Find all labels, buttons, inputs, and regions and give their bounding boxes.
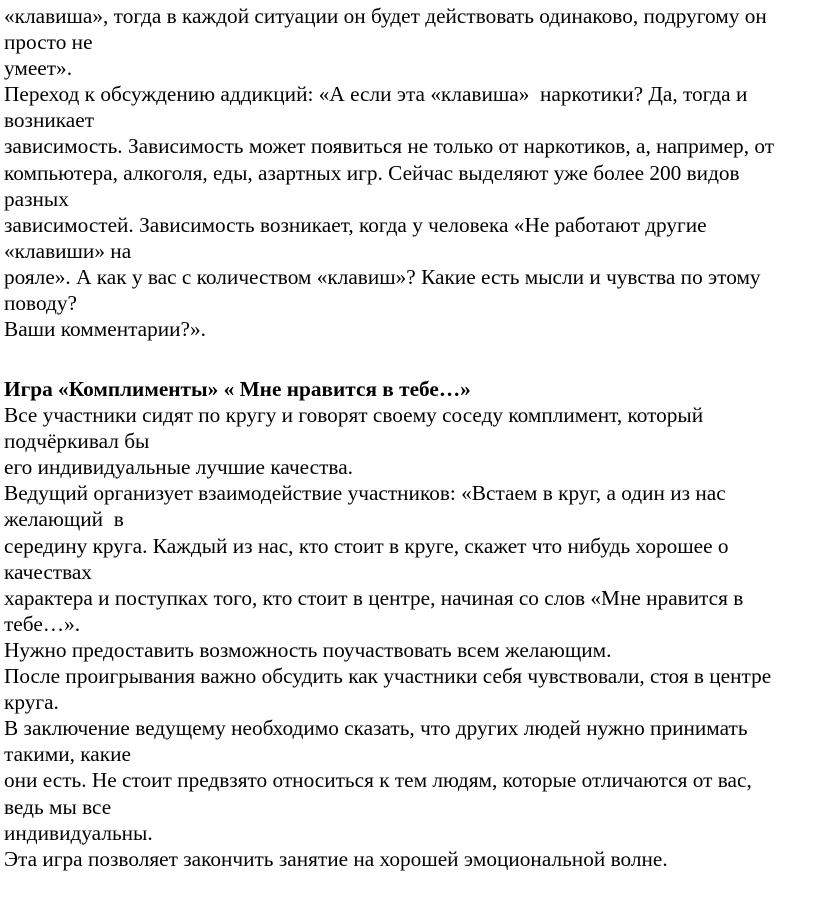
text-line: В заключение ведущему необходимо сказать, что других людей нужно принимать xyxy=(4,716,748,741)
text-line: середину круга. Каждый из нас, кто стоит в круге, скажет что нибудь хорошее о xyxy=(4,533,729,558)
text-line: его индивидуальные лучшие качества. xyxy=(4,455,353,480)
intro-section xyxy=(4,3,774,342)
text-line: возникает xyxy=(4,108,95,133)
text-line: «клавиша», тогда в каждой ситуации он будет действовать одинаково, подругому он xyxy=(4,4,767,28)
text-line: разных xyxy=(4,186,69,211)
text-line: компьютера, алкоголя, еды, азартных игр. Сейчас выделяют уже более 200 видов xyxy=(4,160,740,185)
text-line: просто не xyxy=(4,30,93,55)
text-line: зависимость. Зависимость может появиться не только от наркотиков, а, например, от xyxy=(4,134,775,159)
text-line: подчёркивал бы xyxy=(4,429,150,454)
text-line: качествах xyxy=(4,559,92,584)
text-line: поводу? xyxy=(4,291,77,316)
text-line: они есть. Не стоит предвзято относиться к тем людям, которые отличаются от вас, xyxy=(4,768,752,793)
text-line: зависимостей. Зависимость возникает, когда у человека «Не работают другие xyxy=(4,212,707,237)
text-line: Ваши комментарии?». xyxy=(4,317,206,342)
text-line: характера и поступках того, кто стоит в центре, начиная со слов «Мне нравится в xyxy=(4,585,744,610)
text-line: желающий в xyxy=(4,507,124,532)
text-line: Все участники сидят по кругу и говорят своему соседу комплимент, который xyxy=(4,403,704,428)
game-title: Игра «Комплименты» « Мне нравится в тебе…» xyxy=(4,377,471,401)
text-line: Переход к обсуждению аддикций: «А если эта «клавиша» наркотики? Да, тогда и xyxy=(4,82,748,107)
text-line: Нужно предоставить возможность поучаствовать всем желающим. xyxy=(4,637,612,662)
text-line: Ведущий организует взаимодействие участников: «Встаем в круг, а один из нас xyxy=(4,481,726,506)
text-line: Эта игра позволяет закончить занятие на хорошей эмоциональной волне. xyxy=(4,846,668,871)
text-line: круга. xyxy=(4,690,59,715)
game-section xyxy=(4,376,771,872)
text-line: После проигрывания важно обсудить как участники себя чувствовали, стоя в центре xyxy=(4,664,772,689)
text-line: рояле». А как у вас с количеством «клавиш»? Какие есть мысли и чувства по этому xyxy=(4,264,761,289)
text-line: индивидуальны. xyxy=(4,820,153,845)
text-line: ведь мы все xyxy=(4,794,112,819)
text-line: «клавиши» на xyxy=(4,238,132,263)
text-line: такими, какие xyxy=(4,742,131,767)
text-line: тебе…». xyxy=(4,611,81,636)
text-line: умеет». xyxy=(4,56,73,81)
